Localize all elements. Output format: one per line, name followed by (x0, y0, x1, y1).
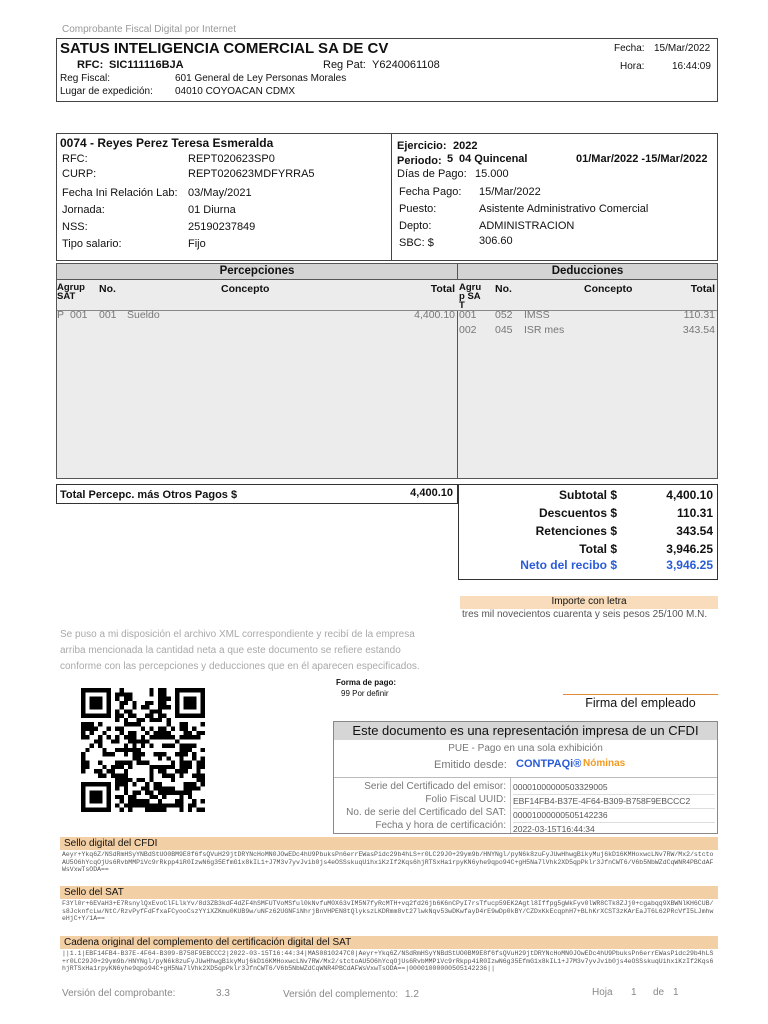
company-name: SATUS INTELIGENCIA COMERCIAL SA DE CV (60, 40, 389, 57)
table-row (459, 309, 715, 323)
cfdi-values (513, 781, 715, 836)
field-value: REPT020623SP0 (188, 153, 275, 165)
table-row (57, 309, 455, 323)
cfdi-field-value: 00001000000505142236 (513, 809, 715, 823)
period-field-row (399, 235, 648, 250)
row-agrup: 002 (459, 324, 477, 336)
field-value: ADMINISTRACION (479, 220, 575, 232)
neto-value: 3,946.25 (666, 558, 713, 572)
period-field-row (399, 186, 648, 199)
cfdi-vdivider (510, 777, 511, 833)
concepts-table (56, 263, 718, 479)
dias-value: 15.000 (475, 168, 509, 180)
lugar-value: 04010 COYOACAN CDMX (175, 86, 296, 97)
cfdi-field-label: Folio Fiscal UUID: (425, 794, 506, 805)
hora-label: Hora: (620, 61, 645, 72)
sello-cfdi-title: Sello digital del CFDI (60, 837, 718, 850)
row-concepto: Sueldo (127, 309, 160, 321)
fecha-label: Fecha: (614, 43, 645, 54)
table-row (459, 324, 715, 338)
employee-field-row (62, 236, 315, 251)
firma-label: Firma del empleado (585, 696, 696, 710)
emitido-label: Emitido desde: (434, 759, 507, 771)
issuer-rfc-label: RFC: (77, 59, 104, 71)
percepciones-title: Percepciones (219, 265, 295, 277)
field-label: Jornada: (62, 204, 105, 216)
employee-field-row (62, 183, 315, 200)
field-label: RFC: (62, 153, 88, 165)
row-sat: 001 (70, 309, 88, 321)
row-no: 001 (99, 309, 117, 321)
cadena-title: Cadena original del complemento del certificación digital del SAT (60, 936, 718, 949)
ejercicio-value: 2022 (453, 140, 478, 152)
hora-value: 16:44:09 (672, 61, 711, 72)
complemento-value: 1.2 (405, 989, 419, 1000)
field-value: Asistente Administrativo Comercial (479, 203, 649, 215)
employee-section (56, 133, 718, 261)
subtotal-label: Subtotal $ (558, 488, 617, 502)
sello-sat-title: Sello del SAT (60, 886, 718, 899)
perc-col-total: Total (430, 283, 455, 295)
descuentos-value: 110.31 (676, 506, 713, 520)
signature-line (563, 694, 718, 695)
periodo-tipo: 04 Quincenal (459, 153, 528, 165)
total-label: Total $ (579, 542, 617, 556)
forma-pago-value: 99 Por definir (341, 689, 389, 698)
row-agrup: P (57, 309, 65, 321)
employee-field-row (62, 202, 315, 217)
cadena-value: ||1.1|EBF14FB4-B37E-4F64-B309-B758F9EBCCC2|2022-03-15T16:44:34|MAS0810247C0|Aeyr+Ykq6Z/NSdRmHSyYNBdStUO0BM9E8f6fsQVuH29jtDRYNcHoMN0JOwEDc4hU9PbuksPn6errEWasPidc29b4hLS+r0LC29J0+29ym9b/HNYNgl/pyN6k8zuFyJUwHhwgBikyMuj6kD16KMHoxwcLNv7RW/Mx2/stctoAU5O6hYcqOjUs6RvbMMPiVc9rRkpp4iR0IzwN6g35EfmG1x8kIL1+J7M3v7yvJvib0js4eOSSskuqUihxiKzIf2Kqs6hjRTSxHa1rpyKN6yhe9qpo94C+gH5Na7lVhk2XD5qpPklr3JfnCWT6/V6b5NbWZdCqWNR4PBCdAFWsVxwTsODA==|00001000000505142236|| (62, 950, 714, 972)
retenciones-value: 343.54 (676, 524, 713, 538)
de-label: de (653, 987, 665, 998)
field-label: CURP: (62, 168, 97, 180)
version-label: Versión del comprobante: (62, 988, 176, 999)
cfdi-labels (334, 780, 506, 832)
total-percepciones-box (56, 484, 458, 504)
lugar-label: Lugar de expedición: (60, 86, 153, 97)
field-value: Fijo (188, 238, 206, 250)
complemento-label: Versión del complemento: (283, 989, 399, 1000)
hoja-label: Hoja (592, 987, 613, 998)
ded-col-concepto: Concepto (584, 283, 633, 295)
reg-fiscal-value: 601 General de Ley Personas Morales (175, 73, 347, 84)
cfdi-box (333, 721, 718, 834)
sello-cfdi-value: Aeyr+Ykq6Z/NSdRmHSyYNBdStUO0BM9E8f6fsQVuH29jtDRYNcHoMN0JOwEDc4hU9PbuksPn6errEWasPidc29b4hLS+r0LC29J0+29ym9b/HNYNgl/pyN6k8zuFyJUwHhwgBikyMuj6kD16KMHoxwcLNv7RW/Mx2/stctoAU5O6hYcqOjUs6RvbMMPiVc9rRkpp4iR0IzwN6g35EfmG1x8kIL1+J7M3v7yvJvib0js4eOSSskuqUihxiKzIf2Kqs6hjRTSxHa1rpyKN6yhe9qpo94C+gH5Na7lVhk2XD5qpPklr3JfnCWT6/V6b5NbWZdCqWNR4PBCdAFWsVxwTsODA== (62, 851, 714, 873)
version-value: 3.3 (216, 988, 230, 999)
field-value: 03/May/2021 (188, 187, 252, 199)
row-total: 4,400.10 (414, 309, 455, 321)
field-label: Fecha Ini Relación Lab: (62, 187, 178, 199)
summary-box (458, 484, 718, 580)
field-label: Puesto: (399, 203, 437, 215)
field-value: 15/Mar/2022 (479, 186, 541, 198)
ded-col-no: No. (495, 283, 512, 295)
periodo-value: 5 (447, 153, 454, 165)
cfdi-field-value: EBF14FB4-B37E-4F64-B309-B758F9EBCCC2 (513, 795, 715, 809)
cfdi-divider (334, 777, 717, 778)
disclaimer-text: Se puso a mi disposición el archivo XML correspondiente y recibí de la empresa arriba mencionada la cantidad neta a que este documento se refiere estando conforme con las percepciones y deducciones que en él aparecen especificados. (60, 629, 420, 672)
ded-col-agrup: Agru p SA T (459, 282, 482, 311)
deducciones-title: Deducciones (551, 265, 624, 277)
importe-label: Importe con letra (460, 596, 718, 609)
dias-label: Días de Pago: (397, 168, 467, 180)
contpaqi-logo: CONTPAQi® (516, 758, 582, 770)
issuer-header (56, 38, 718, 102)
issuer-rfc: SIC111116BJA (109, 59, 184, 71)
retenciones-label: Retenciones $ (535, 524, 617, 538)
field-label: Fecha Pago: (399, 186, 462, 198)
perc-col-agrup: Agrup SAT (57, 282, 85, 302)
cfdi-field-label: Fecha y hora de certificación: (375, 820, 506, 831)
section-divider (391, 134, 392, 260)
field-value: 25190237849 (188, 221, 256, 233)
sello-sat-value: F3Yl0r+6EVaH3+E7RsnylQxEvoClFLlkYv/8d3ZB3kdF4dZF4hSMFUTVoMSful0kNvfuM0X63vIM5N7fyRcMTH+vq2fd26jb6K6nCPyI7rsTfucp59EK2Agtl8Iffpg5gWkFyv0lWR8CTk8ZJj0+cgabqq9XBWNlKH6CUB/s8JcknfcLw/NtC/RzvPyfFdFfxaFCyooCszYYiXZKmu0KUB9w/uNFz62UGNFiNhrjBnVHPEN8tQlykszLKDRmm8vt27lwkNqv53wDKwfayD4rE9wDp0kBY/CZDxKkEcqphH7+BLhKrXCST3zKArEaJT6L62PRcVfI5LJmhweHjC+Y/1A== (62, 900, 714, 922)
qr-code-graphic (81, 688, 205, 812)
de-value: 1 (673, 987, 679, 998)
total-value: 3,946.25 (666, 542, 713, 556)
hoja-value: 1 (631, 987, 637, 998)
row-no: 052 (495, 309, 513, 321)
field-label: Depto: (399, 220, 432, 232)
field-value: REPT020623MDFYRRA5 (188, 168, 315, 180)
cfdi-field-value: 2022-03-15T16:44:34 (513, 824, 595, 834)
employee-field-row (62, 168, 315, 181)
period-field-row (399, 218, 648, 233)
cfdi-title: Este documento es una representación impresa de un CFDI (334, 722, 717, 740)
cfdi-metodo: PUE - Pago en una sola exhibición (448, 743, 603, 754)
cfdi-field-value: 00001000000503329005 (513, 781, 715, 795)
row-concepto: IMSS (524, 309, 550, 321)
row-concepto: ISR mes (524, 324, 565, 336)
employee-fields (60, 151, 317, 253)
employee-field-row (62, 219, 315, 234)
row-no: 045 (495, 324, 513, 336)
periodo-label: Periodo: (397, 155, 442, 167)
total-percepciones-label: Total Percepc. más Otros Pagos $ (60, 489, 238, 501)
cfdi-field-label: No. de serie del Certificado del SAT: (346, 807, 506, 818)
neto-label: Neto del recibo $ (520, 558, 617, 572)
employee-field-row (62, 153, 315, 166)
total-percepciones-value: 4,400.10 (410, 487, 453, 499)
subtotal-value: 4,400.10 (666, 488, 713, 502)
field-label: Tipo salario: (62, 238, 122, 250)
ejercicio-label: Ejercicio: (397, 140, 447, 152)
period-field-row (399, 201, 648, 216)
field-value: 306.60 (479, 235, 513, 247)
row-total: 110.31 (683, 309, 715, 321)
perc-col-no: No. (99, 283, 116, 295)
qr-code (81, 688, 205, 812)
fecha-value: 15/Mar/2022 (654, 43, 711, 54)
reg-fiscal-label: Reg Fiscal: (60, 73, 111, 84)
row-agrup: 001 (459, 309, 477, 321)
perc-col-concepto: Concepto (221, 283, 270, 295)
cfdi-field-label: Serie del Certificado del emisor: (364, 781, 506, 792)
period-fields (397, 184, 650, 252)
field-label: NSS: (62, 221, 88, 233)
reg-pat-value: Y6240061108 (372, 59, 440, 71)
nominas-logo: Nóminas (583, 758, 626, 769)
field-label: SBC: $ (399, 237, 434, 249)
ded-col-total: Total (690, 283, 715, 295)
descuentos-label: Descuentos $ (538, 506, 617, 520)
importe-value: tres mil novecientos cuarenta y seis pesos 25/100 M.N. (462, 609, 708, 620)
row-total: 343.54 (682, 324, 715, 336)
doc-type-label: Comprobante Fiscal Digital por Internet (62, 24, 236, 35)
forma-pago-label: Forma de pago: (336, 678, 397, 687)
field-value: 01 Diurna (188, 204, 236, 216)
employee-name: 0074 - Reyes Perez Teresa Esmeralda (60, 136, 274, 150)
reg-pat-label: Reg Pat: (323, 59, 366, 71)
periodo-rango: 01/Mar/2022 -15/Mar/2022 (576, 153, 708, 165)
